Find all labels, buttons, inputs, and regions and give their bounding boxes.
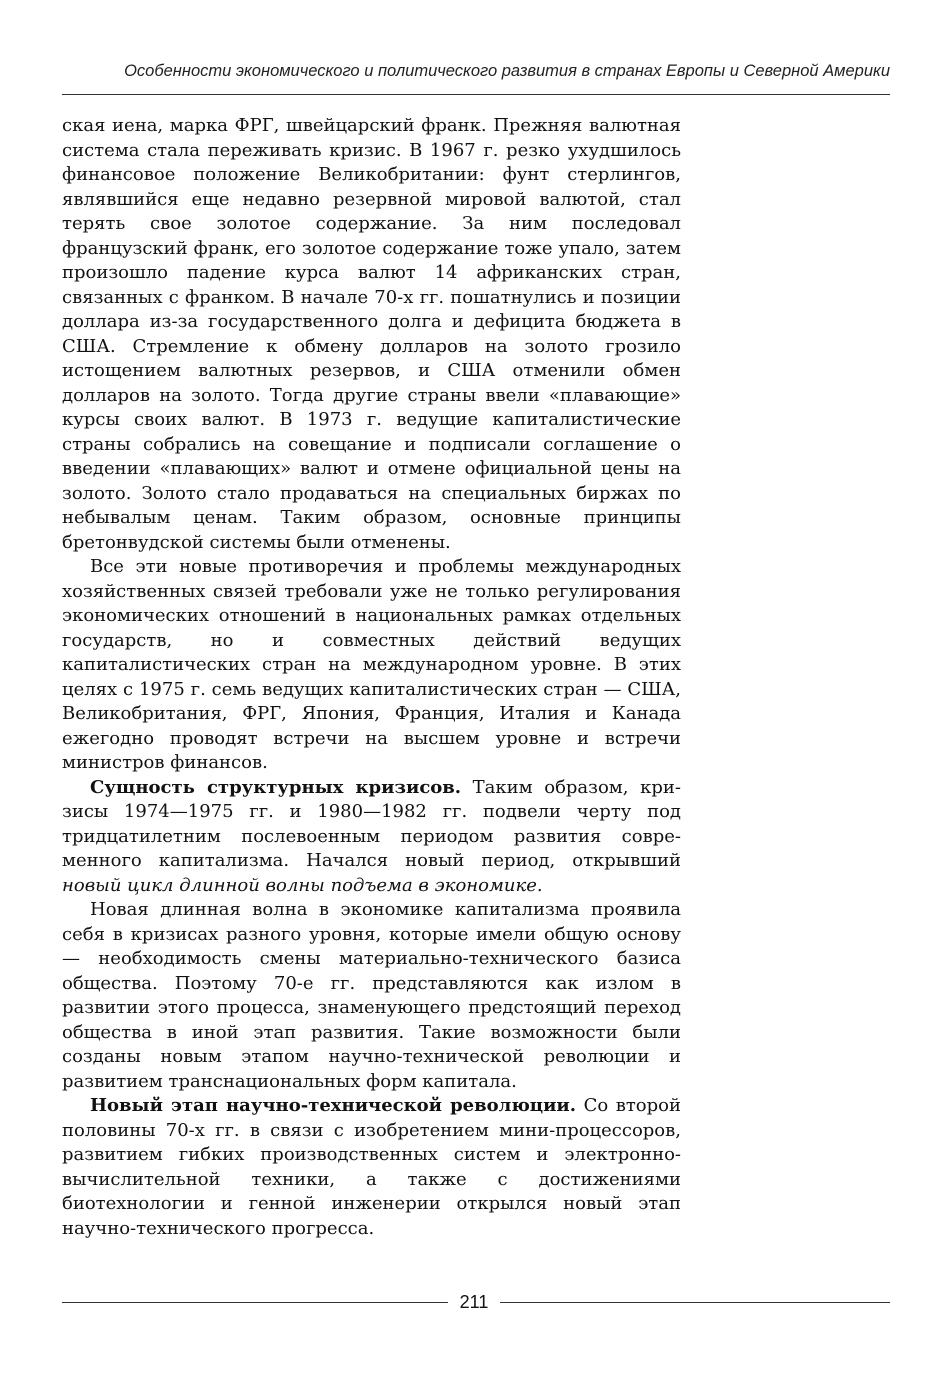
page-footer <box>62 1290 890 1314</box>
paragraph-1 <box>62 114 681 555</box>
paragraph-3-emphasis: новый цикл длинной волны подъема в экономике. <box>62 874 543 896</box>
paragraph-2 <box>62 555 681 776</box>
footer-rule-left <box>62 1302 448 1303</box>
section-heading-structural-crises: Сущность структурных кризисов. <box>90 776 462 798</box>
header-rule <box>62 94 890 95</box>
paragraph-4-text: Новая длинная волна в экономике капитализма проявила себя в кризисах разного уровня, которые имели общую основу — необходимость смены материально-технического базиса общества. Поэтому 70-е гг. представляются как излом в развитии этого процесса, знаменующего предстоящий переход общества в иной этап развития. Такие возможности были созданы новым этапом научно-технической революции и развитием транснациональных форм капитала. <box>62 899 681 1092</box>
paragraph-1-text: ская иена, марка ФРГ, швейцарский франк. Прежняя валютная система стала переживать кризис. В 1967 г. резко ухудшилось финансовое положение Великобритании: фунт стерлингов, являвшийся еще недавно резервной мировой валютой, стал терять свое золотое содержание. За ним последовал французский франк, его золотое содержание тоже упало, затем произошло падение курса валют 14 африканских стран, связанных с франком. В начале 70-х гг. пошатнулись и позиции доллара из-за государственного долга и дефицита бюджета в США. Стремление к обмену долларов на золото грозило истощением валютных резервов, и США отменили обмен долларов на золото. Тогда другие страны ввели «плавающие» курсы своих валют. В 1973 г. ведущие капиталистические страны собрались на совещание и подписали соглашение о введении «плавающих» валют и отмене официальной цены на золото. Золото стало продаваться на специальных биржах по небывалым ценам. Таким образом, основные принципы бретонвудской системы были отменены. <box>62 115 681 553</box>
footer-rule-right <box>500 1302 890 1303</box>
paragraph-5-text: Со второй половины 70-х гг. в связи с изобретением мини-процессоров, развитием гибких производственных систем и электронно-вычислительной техники, а также с достижениями биотехнологии и генной инженерии открылся новый этап научно-технического прогресса. <box>62 1095 681 1239</box>
section-heading-new-stage-ntr: Новый этап научно-технической революции. <box>90 1095 577 1116</box>
paragraph-5 <box>62 1094 681 1241</box>
body-text <box>62 114 681 1241</box>
paragraph-4 <box>62 898 681 1094</box>
paragraph-3-text: Таким образом, кризисы 1974—1975 гг. и 1980—1982 гг. подвели черту под тридцатилетним послевоенным периодом развития современного капитализма. Начался новый период, открывший <box>62 776 681 871</box>
paragraph-3 <box>62 776 681 899</box>
running-header: Особенности экономического и политического развития в странах Европы и Северной Америки <box>124 62 890 80</box>
page-number: 211 <box>459 1292 489 1312</box>
paragraph-2-text: Все эти новые противоречия и проблемы международных хозяйственных связей требовали уже не только регулирования экономических отношений в национальных рамках отдельных государств, но и совместных действий ведущих капиталистических стран на международном уровне. В этих целях с 1975 г. семь ведущих капиталистических стран — США, Великобритания, ФРГ, Япония, Франция, Италия и Канада ежегодно проводят встречи на высшем уровне и встречи министров финансов. <box>62 556 681 773</box>
